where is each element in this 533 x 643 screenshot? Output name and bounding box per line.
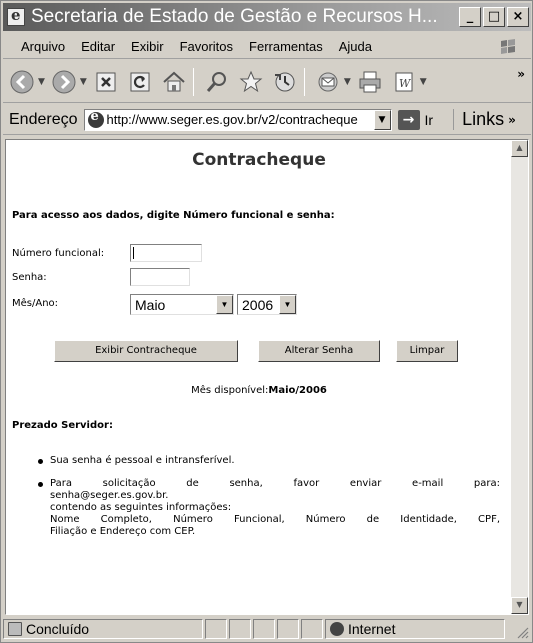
print-icon[interactable] [355, 67, 385, 97]
mes-select[interactable] [130, 294, 234, 315]
status-pane [277, 619, 299, 639]
globe-icon [330, 622, 344, 636]
minimize-button[interactable]: _ [459, 7, 481, 27]
menu-editar[interactable]: Editar [81, 39, 116, 54]
available-month [6, 385, 512, 396]
page-content [6, 140, 512, 614]
instructions-text: Para acesso aos dados, digite Número funcional e senha: [12, 210, 335, 221]
status-pane [229, 619, 251, 639]
ie-icon [7, 8, 25, 26]
menu-arquivo[interactable]: Arquivo [21, 39, 66, 54]
go-arrow-icon: → [398, 110, 420, 130]
alterar-senha-button[interactable]: Alterar Senha [258, 340, 380, 362]
maximize-button[interactable]: □ [483, 7, 505, 27]
senha-label: Senha: [12, 272, 47, 283]
windows-logo-icon [495, 37, 523, 57]
numero-funcional-input[interactable] [130, 244, 202, 262]
back-dropdown-icon[interactable]: ▼ [38, 76, 45, 87]
scroll-down-icon[interactable]: ▼ [511, 597, 528, 614]
vertical-scrollbar[interactable] [511, 140, 528, 614]
notice-bullet-2-line-4: Nome Completo, Número Funcional, Número de Identidade, CPF, [50, 514, 500, 525]
toolbar [3, 61, 531, 103]
history-icon[interactable] [270, 67, 300, 97]
forward-dropdown-icon[interactable]: ▼ [79, 76, 87, 87]
notice-bullet-1: Sua senha é pessoal e intransferível. [50, 455, 235, 466]
go-button[interactable] [398, 110, 434, 130]
ano-value: 2006 [242, 297, 274, 313]
address-input[interactable] [84, 109, 392, 131]
address-bar [3, 105, 531, 135]
mail-icon[interactable] [313, 67, 343, 97]
title-bar[interactable] [3, 3, 531, 31]
ano-dropdown-icon[interactable]: ▼ [279, 295, 296, 314]
notice-heading: Prezado Servidor: [12, 420, 113, 431]
address-url[interactable]: http://www.seger.es.gov.br/v2/contracheque [106, 112, 358, 127]
page-status-icon [8, 622, 22, 636]
notice-bullet-2-line-3: contendo as seguintes informações: [50, 502, 232, 513]
menu-favoritos[interactable]: Favoritos [179, 39, 234, 54]
window-title: Secretaria de Estado de Gestão e Recursos H... [31, 6, 438, 27]
status-pane [205, 619, 227, 639]
status-text-cell [3, 619, 203, 639]
mes-value: Maio [135, 297, 166, 313]
scroll-up-icon[interactable]: ▲ [511, 140, 528, 157]
links-button[interactable]: Links [453, 109, 504, 130]
limpar-button[interactable]: Limpar [396, 340, 458, 362]
available-value: Maio/2006 [268, 385, 327, 396]
stop-icon[interactable] [91, 67, 121, 97]
close-button[interactable]: × [507, 7, 529, 27]
mail-dropdown-icon[interactable]: ▼ [343, 76, 351, 87]
notice-email: senha@seger.es.gov.br. [50, 490, 169, 501]
mes-ano-label: Mês/Ano: [12, 298, 59, 309]
bullet-icon [38, 459, 43, 464]
available-label: Mês disponível: [191, 385, 269, 396]
toolbar-separator [193, 68, 194, 96]
notice-bullet-2-line-5: Filiação e Endereço com CEP. [50, 526, 196, 537]
refresh-icon[interactable] [125, 67, 155, 97]
zone-cell [325, 619, 505, 639]
status-pane [253, 619, 275, 639]
status-pane [301, 619, 323, 639]
ano-select[interactable] [237, 294, 297, 315]
edit-icon[interactable] [389, 67, 419, 97]
home-icon[interactable] [159, 67, 189, 97]
menu-bar [3, 35, 531, 59]
resize-grip-icon[interactable] [515, 625, 529, 639]
toolbar-separator [304, 68, 305, 96]
status-text: Concluído [26, 621, 90, 637]
toolbar-more-icon[interactable]: » [517, 67, 525, 81]
bullet-icon [38, 482, 43, 487]
page-icon [88, 112, 104, 128]
go-label: Ir [424, 111, 434, 128]
back-icon[interactable] [7, 67, 37, 97]
notice-bullet-2-line-1: Para solicitação de senha, favor enviar e-mail para: [50, 478, 500, 489]
numero-funcional-label: Número funcional: [12, 248, 105, 259]
address-dropdown-icon[interactable]: ▼ [374, 110, 391, 130]
favorites-icon[interactable] [236, 67, 266, 97]
mes-dropdown-icon[interactable]: ▼ [216, 295, 233, 314]
page-title: Contracheque [192, 150, 326, 170]
zone-text: Internet [348, 621, 396, 637]
forward-icon[interactable] [49, 67, 79, 97]
menu-ferramentas[interactable]: Ferramentas [249, 39, 323, 54]
page-viewport [5, 139, 529, 615]
search-icon[interactable] [202, 67, 232, 97]
links-more-icon[interactable]: » [508, 112, 516, 127]
status-bar [3, 617, 531, 641]
address-label: Endereço [9, 110, 78, 128]
exibir-contracheque-button[interactable]: Exibir Contracheque [54, 340, 238, 362]
senha-input[interactable] [130, 268, 190, 286]
edit-dropdown-icon[interactable]: ▼ [419, 76, 427, 87]
text-cursor [133, 247, 134, 259]
menu-ajuda[interactable]: Ajuda [338, 39, 372, 54]
svg-text:W: W [398, 76, 411, 90]
menu-exibir[interactable]: Exibir [131, 39, 164, 54]
